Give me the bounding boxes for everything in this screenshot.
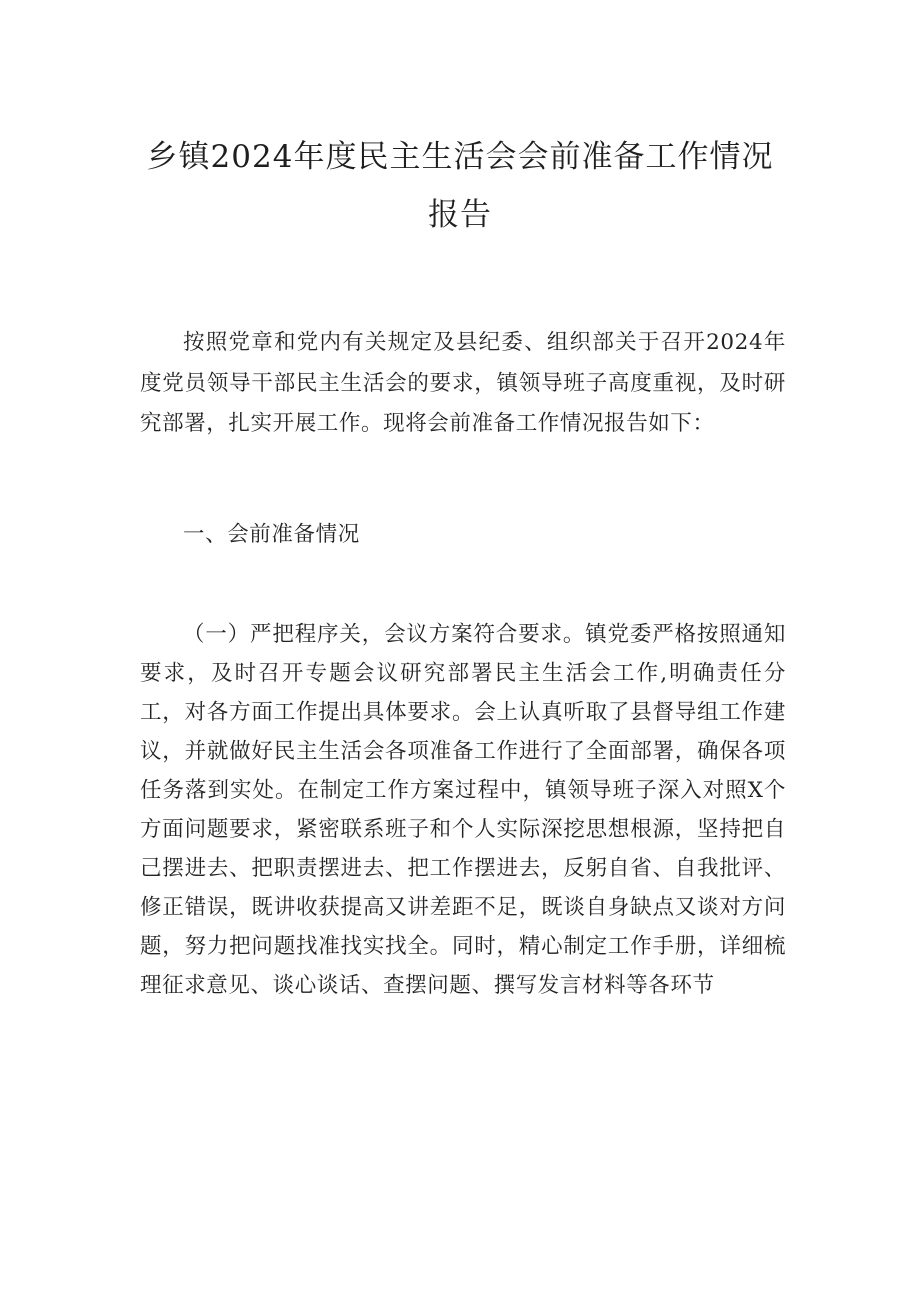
- document-title: 乡镇2024年度民主生活会会前准备工作情况报告: [146, 139, 774, 233]
- intro-paragraph: 按照党章和党内有关规定及县纪委、组织部关于召开2024年度党员领导干部民主生活会的要求，镇领导班子高度重视，及时研究部署，扎实开展工作。现将会前准备工作情况报告如下：: [140, 330, 786, 436]
- section-heading: 一、会前准备情况: [183, 522, 360, 547]
- subsection-paragraph: （一）严把程序关，会议方案符合要求。镇党委严格按照通知要求，及时召开专题会议研究部署民主生活会工作,明确责任分工，对各方面工作提出具体要求。会上认真听取了县督导组工作建议，并就做好民主生活会各项准备工作进行了全面部署，确保各项任务落到实处。在制定工作方案过程中，镇领导班子深入对照X个方面问题要求，紧密联系班子和个人实际深挖思想根源，坚持把自己摆进去、把职责摆进去、把工作摆进去，反躬自省、自我批评、修正错误，既讲收获提高又讲差距不足，既谈自身缺点又谈对方问题，努力把问题找准找实找全。同时，精心制定工作手册，详细梳理征求意见、谈心谈话、查摆问题、撰写发言材料等各环节: [140, 622, 786, 998]
